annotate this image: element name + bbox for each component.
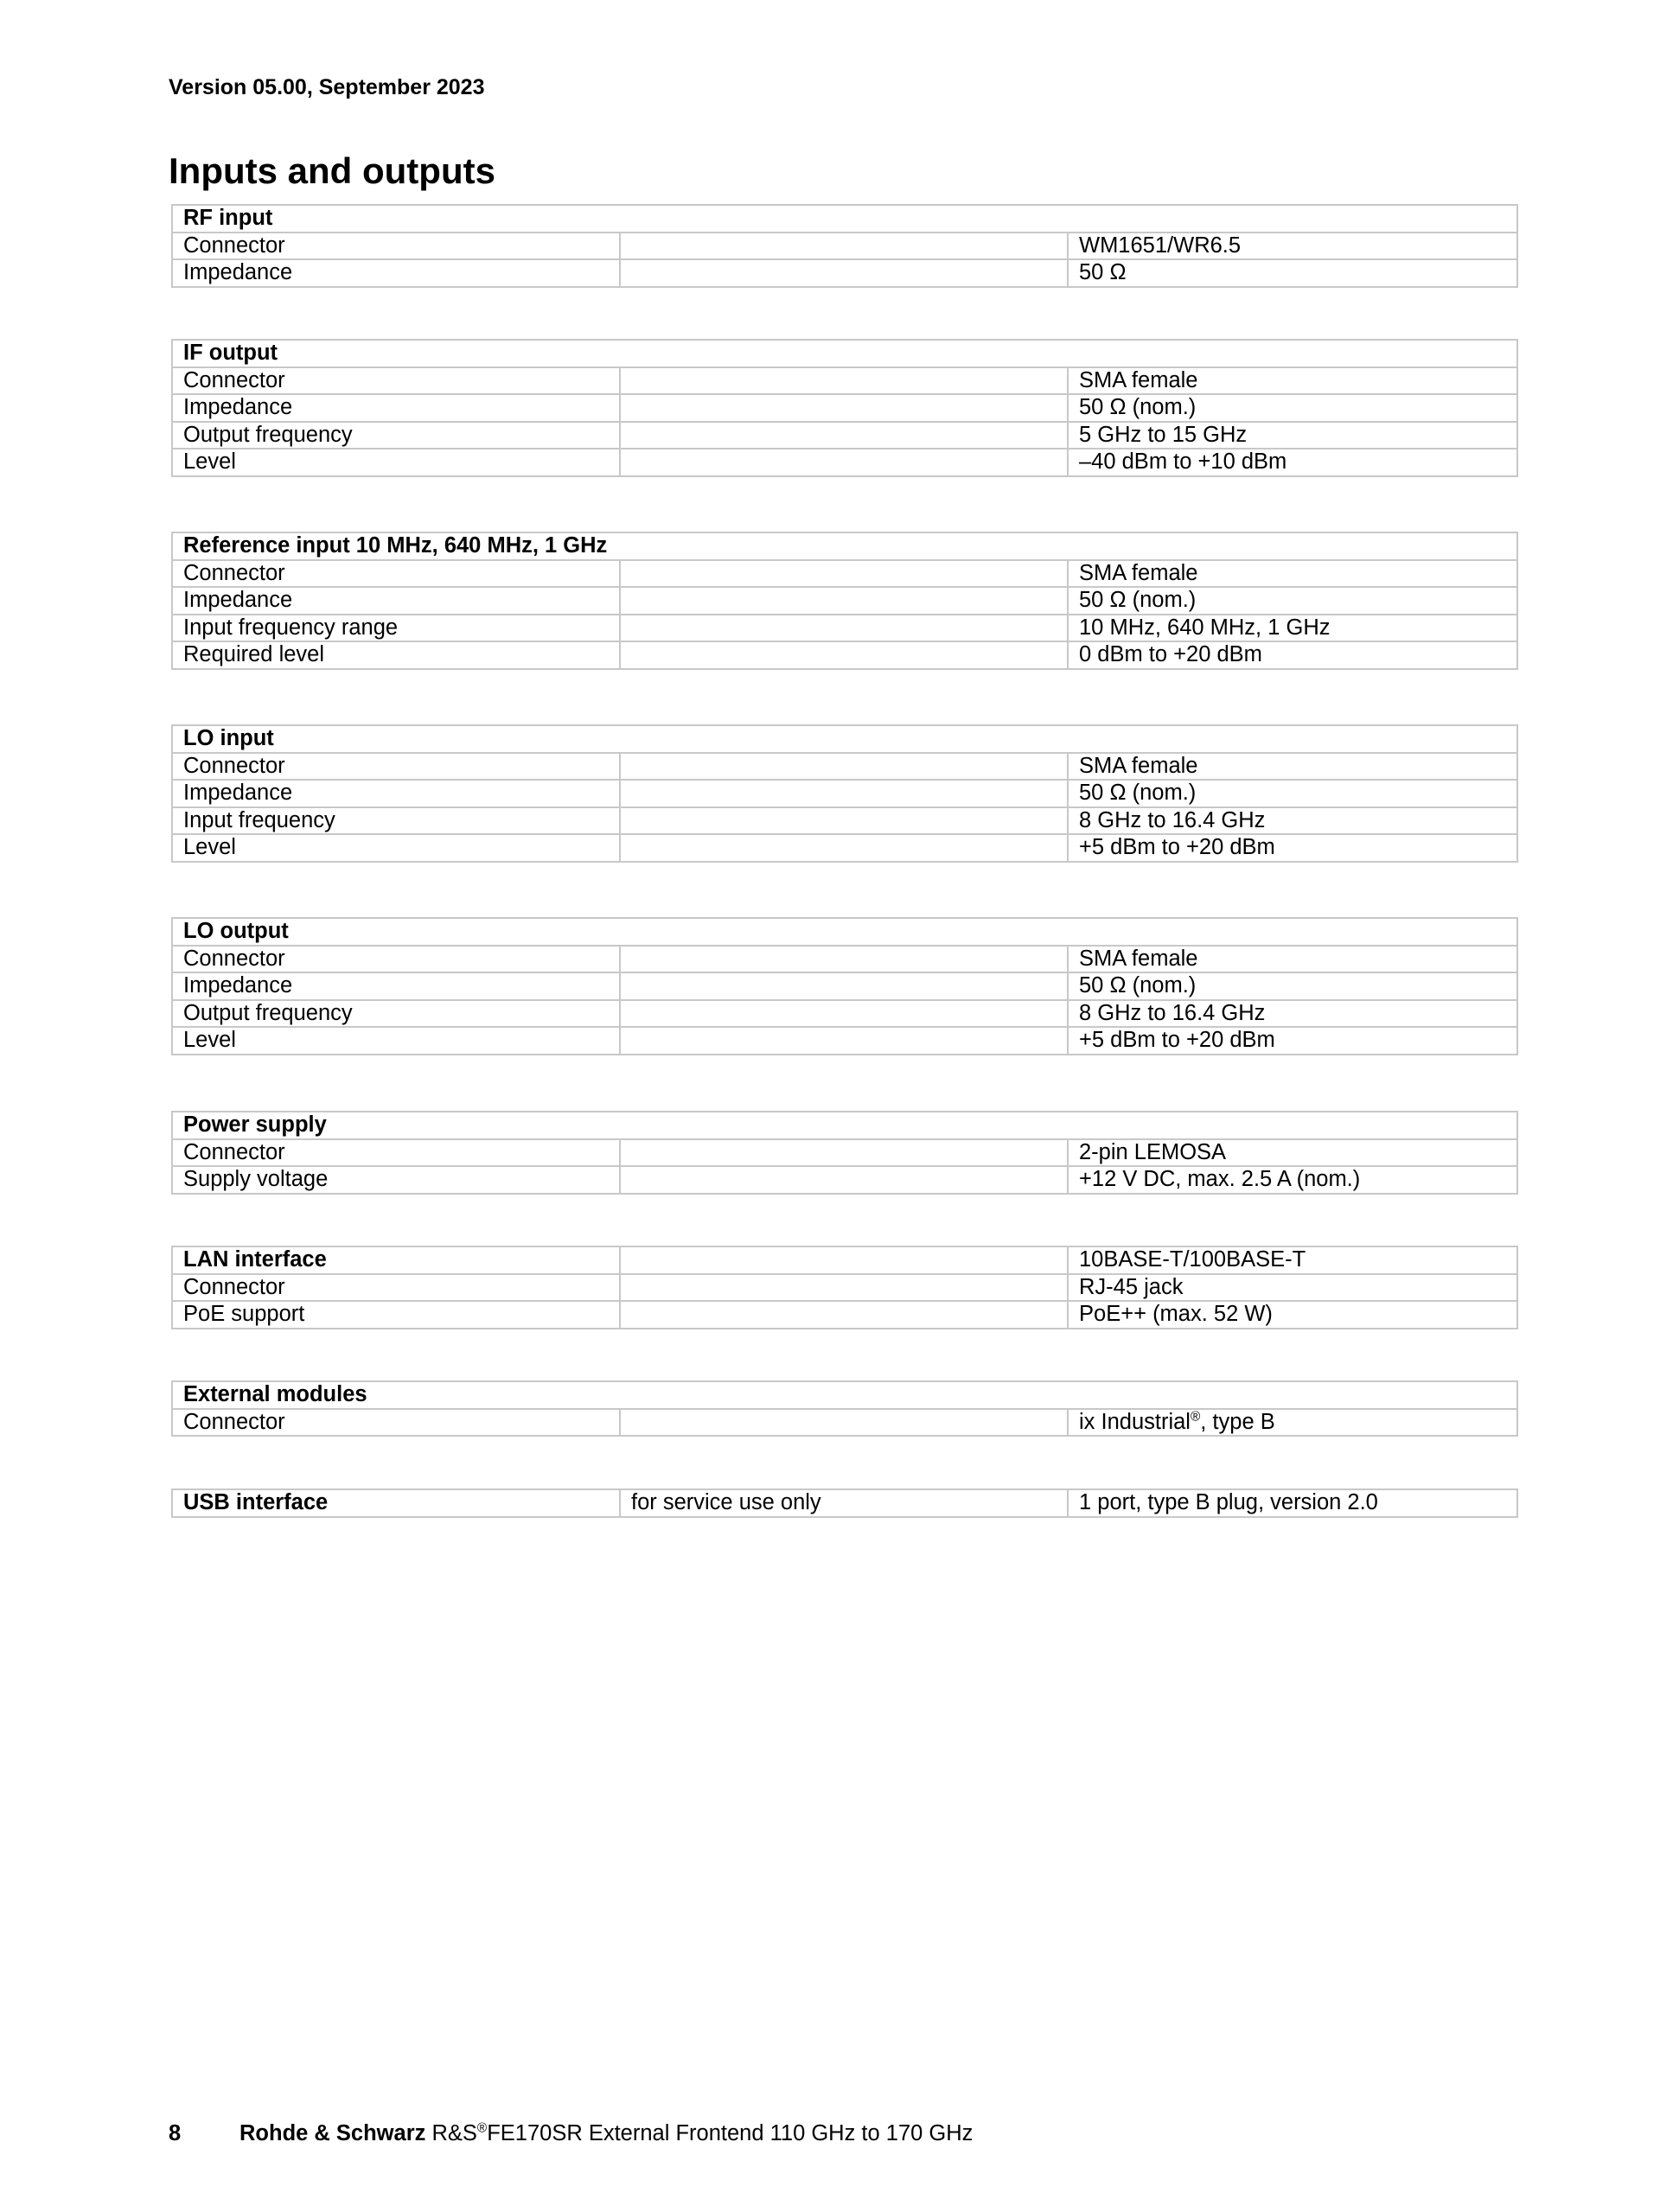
row-label: Level xyxy=(172,1027,620,1055)
row-value: WM1651/WR6.5 xyxy=(1068,233,1517,260)
row-note xyxy=(620,367,1068,395)
row-label: Connector xyxy=(172,1139,620,1167)
table-header-row xyxy=(172,918,1517,946)
table-row xyxy=(172,587,1517,615)
row-label: Connector xyxy=(172,233,620,260)
row-label: Level xyxy=(172,834,620,862)
table-row xyxy=(172,233,1517,260)
row-value: RJ-45 jack xyxy=(1068,1274,1517,1302)
row-note xyxy=(620,233,1068,260)
table-row xyxy=(172,972,1517,1000)
row-value: 50 Ω xyxy=(1068,259,1517,287)
row-note xyxy=(620,1274,1068,1302)
row-note xyxy=(620,394,1068,422)
row-value: SMA female xyxy=(1068,367,1517,395)
table-title: Power supply xyxy=(172,1112,1517,1139)
table-row xyxy=(172,780,1517,807)
row-value: 0 dBm to +20 dBm xyxy=(1068,641,1517,669)
row-value: +5 dBm to +20 dBm xyxy=(1068,1027,1517,1055)
table-title: Reference input 10 MHz, 640 MHz, 1 GHz xyxy=(172,532,1517,560)
table-title: LAN interface xyxy=(172,1246,620,1274)
value-rest: , type B xyxy=(1200,1409,1275,1434)
row-note xyxy=(620,780,1068,807)
row-note xyxy=(620,807,1068,835)
row-note xyxy=(620,259,1068,287)
row-note xyxy=(620,615,1068,642)
page-number: 8 xyxy=(169,2121,182,2145)
row-note xyxy=(620,753,1068,781)
row-label: Connector xyxy=(172,946,620,973)
row-label: Connector xyxy=(172,1409,620,1437)
table-row xyxy=(172,1274,1517,1302)
table-header-row xyxy=(172,340,1517,367)
row-note xyxy=(620,834,1068,862)
footer-product-prefix: R&S xyxy=(431,2121,477,2145)
row-value: 50 Ω (nom.) xyxy=(1068,587,1517,615)
row-label: Connector xyxy=(172,560,620,588)
footer-product-name: FE170SR External Frontend 110 GHz to 170 GHz xyxy=(487,2121,974,2145)
table-header-row xyxy=(172,1381,1517,1409)
row-note xyxy=(620,1027,1068,1055)
page-title: Inputs and outputs xyxy=(169,150,495,191)
row-label: Output frequency xyxy=(172,1000,620,1028)
lo-input-table xyxy=(171,724,1518,863)
table-header-row xyxy=(172,725,1517,753)
row-note xyxy=(620,1000,1068,1028)
row-value: 2-pin LEMOSA xyxy=(1068,1139,1517,1167)
if-output-table xyxy=(171,339,1518,477)
page-footer xyxy=(169,2120,973,2146)
row-label: Impedance xyxy=(172,259,620,287)
value-main: ix Industrial xyxy=(1079,1409,1191,1434)
row-label: Input frequency range xyxy=(172,615,620,642)
reference-input-table xyxy=(171,532,1518,670)
row-label: Impedance xyxy=(172,972,620,1000)
table-row xyxy=(172,1139,1517,1167)
table-title: IF output xyxy=(172,340,1517,367)
row-label: PoE support xyxy=(172,1301,620,1329)
table-header-row xyxy=(172,532,1517,560)
row-label: Connector xyxy=(172,753,620,781)
table-title: LO input xyxy=(172,725,1517,753)
row-note xyxy=(620,1139,1068,1167)
row-value xyxy=(1068,1409,1517,1437)
row-value: +12 V DC, max. 2.5 A (nom.) xyxy=(1068,1166,1517,1194)
row-value: 10BASE-T/100BASE-T xyxy=(1068,1246,1517,1274)
table-row xyxy=(172,1409,1517,1437)
lan-interface-table xyxy=(171,1246,1518,1329)
table-row xyxy=(172,259,1517,287)
table-row xyxy=(172,834,1517,862)
rf-input-table xyxy=(171,204,1518,288)
table-title: RF input xyxy=(172,205,1517,233)
table-row xyxy=(172,615,1517,642)
table-row xyxy=(172,422,1517,449)
row-note xyxy=(620,560,1068,588)
row-label: Connector xyxy=(172,1274,620,1302)
table-header-row xyxy=(172,1112,1517,1139)
row-label: Impedance xyxy=(172,780,620,807)
row-value: 1 port, type B plug, version 2.0 xyxy=(1068,1489,1517,1517)
row-label: Supply voltage xyxy=(172,1166,620,1194)
row-value: 50 Ω (nom.) xyxy=(1068,972,1517,1000)
row-label: Impedance xyxy=(172,587,620,615)
table-header-row xyxy=(172,205,1517,233)
row-value: SMA female xyxy=(1068,560,1517,588)
row-note xyxy=(620,449,1068,476)
row-label: Level xyxy=(172,449,620,476)
external-modules-table xyxy=(171,1380,1518,1437)
row-label: Required level xyxy=(172,641,620,669)
row-value: 50 Ω (nom.) xyxy=(1068,780,1517,807)
table-header-row xyxy=(172,1246,1517,1274)
table-title: External modules xyxy=(172,1381,1517,1409)
row-label: Connector xyxy=(172,367,620,395)
power-supply-table xyxy=(171,1111,1518,1195)
row-label: Input frequency xyxy=(172,807,620,835)
row-note xyxy=(620,587,1068,615)
table-row xyxy=(172,394,1517,422)
row-note: for service use only xyxy=(620,1489,1068,1517)
row-note xyxy=(620,1166,1068,1194)
table-row xyxy=(172,807,1517,835)
table-title: USB interface xyxy=(172,1489,620,1517)
row-label: Impedance xyxy=(172,394,620,422)
registered-mark: ® xyxy=(1190,1409,1201,1425)
row-note xyxy=(620,641,1068,669)
table-row xyxy=(172,1166,1517,1194)
lo-output-table xyxy=(171,917,1518,1055)
row-value: 8 GHz to 16.4 GHz xyxy=(1068,807,1517,835)
row-value: 8 GHz to 16.4 GHz xyxy=(1068,1000,1517,1028)
row-value: SMA female xyxy=(1068,946,1517,973)
row-value: +5 dBm to +20 dBm xyxy=(1068,834,1517,862)
usb-interface-table xyxy=(171,1488,1518,1518)
table-header-row xyxy=(172,1489,1517,1517)
row-value: 50 Ω (nom.) xyxy=(1068,394,1517,422)
row-note xyxy=(620,972,1068,1000)
row-label: Output frequency xyxy=(172,422,620,449)
row-note xyxy=(620,946,1068,973)
row-note xyxy=(620,1246,1068,1274)
registered-mark: ® xyxy=(476,2120,488,2136)
table-row xyxy=(172,1301,1517,1329)
table-row xyxy=(172,641,1517,669)
table-title: LO output xyxy=(172,918,1517,946)
row-value: PoE++ (max. 52 W) xyxy=(1068,1301,1517,1329)
table-row xyxy=(172,753,1517,781)
table-row xyxy=(172,560,1517,588)
row-value: 10 MHz, 640 MHz, 1 GHz xyxy=(1068,615,1517,642)
row-value: –40 dBm to +10 dBm xyxy=(1068,449,1517,476)
table-row xyxy=(172,1000,1517,1028)
row-value: SMA female xyxy=(1068,753,1517,781)
version-header: Version 05.00, September 2023 xyxy=(169,75,485,99)
row-note xyxy=(620,422,1068,449)
table-row xyxy=(172,449,1517,476)
row-note xyxy=(620,1301,1068,1329)
footer-brand: Rohde & Schwarz xyxy=(239,2121,426,2145)
table-row xyxy=(172,367,1517,395)
table-row xyxy=(172,1027,1517,1055)
row-value: 5 GHz to 15 GHz xyxy=(1068,422,1517,449)
row-note xyxy=(620,1409,1068,1437)
table-row xyxy=(172,946,1517,973)
